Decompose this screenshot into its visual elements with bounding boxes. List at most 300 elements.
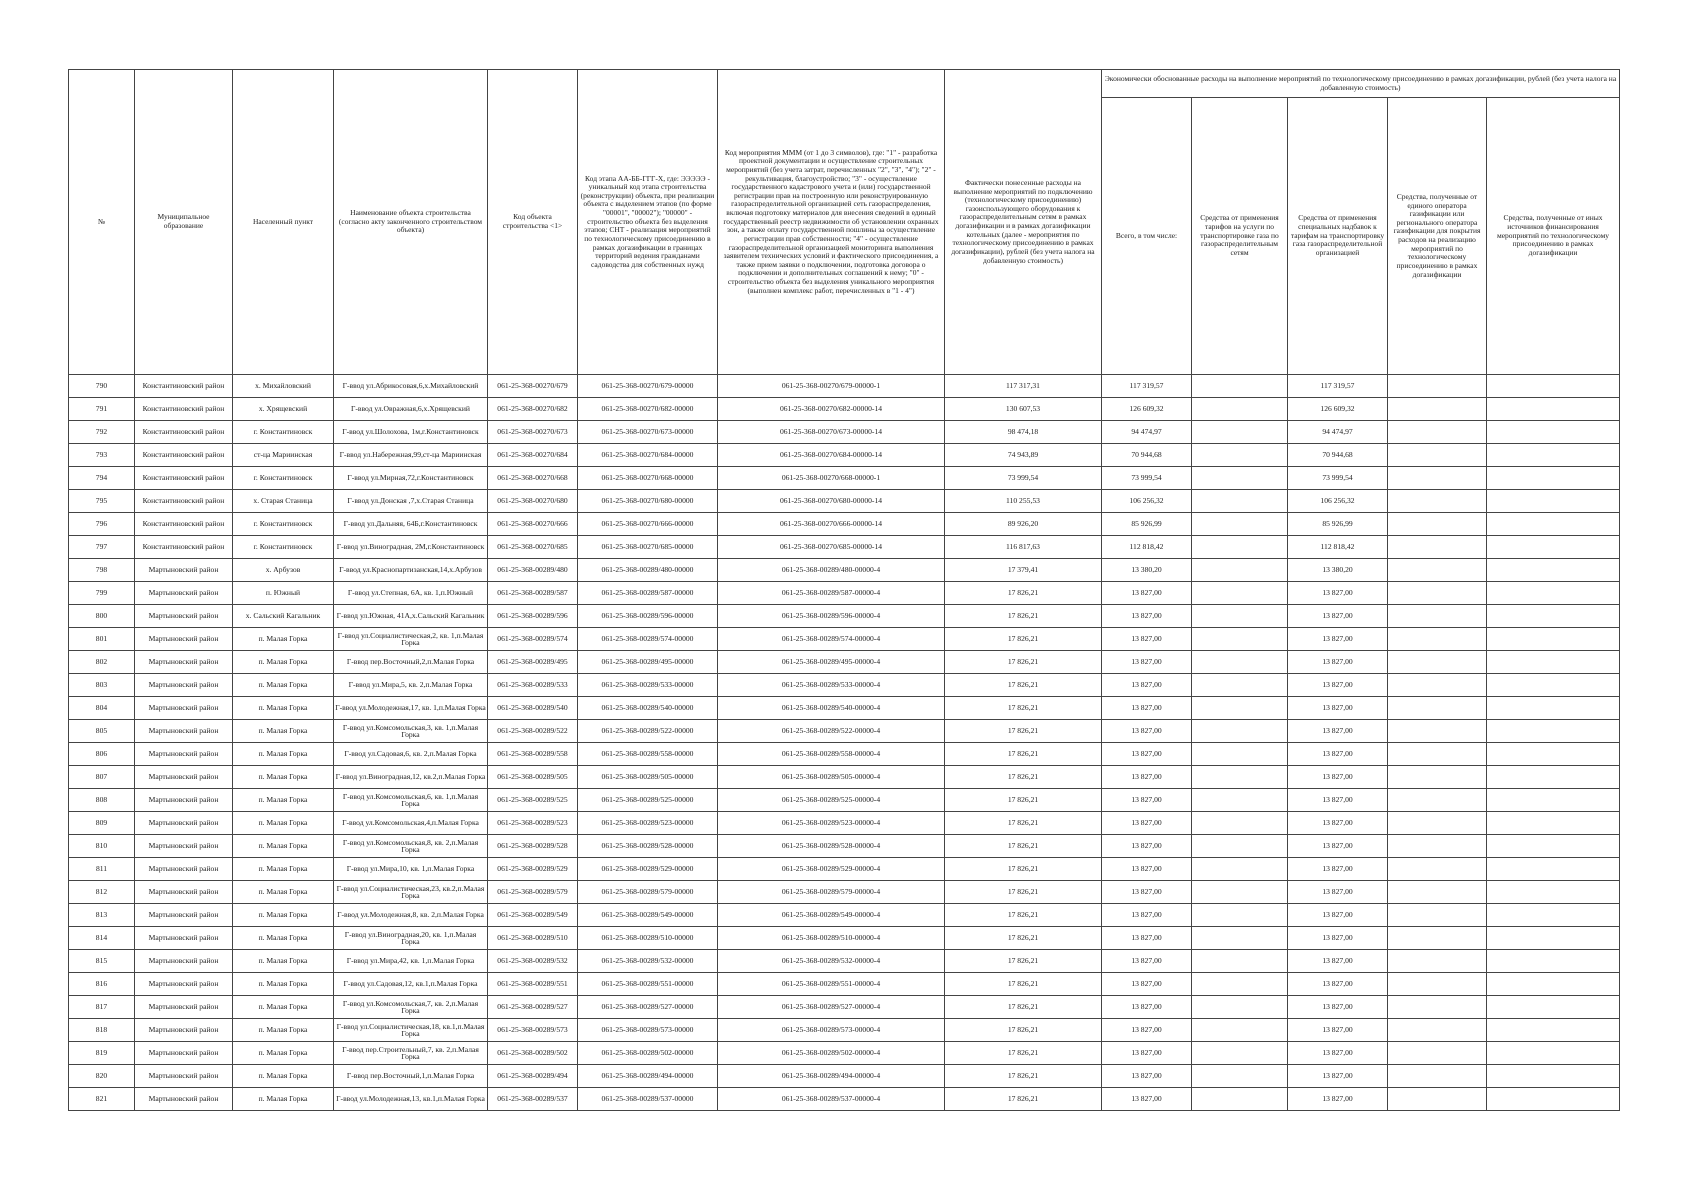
table-row <box>69 628 1620 651</box>
cell-num: 813 <box>69 904 135 927</box>
cell-object-name: Г-ввод пер.Восточный,2,п.Малая Горка <box>334 651 488 674</box>
cell-event-code: 061-25-368-00289/494-00000-4 <box>718 1065 945 1088</box>
cell-settlement: п. Малая Горка <box>233 858 334 881</box>
cell-special-markup: 13 827,00 <box>1288 1065 1388 1088</box>
cell-num: 818 <box>69 1019 135 1042</box>
cell-other-sources <box>1487 444 1620 467</box>
cell-actual-costs: 116 817,63 <box>945 536 1102 559</box>
table-row <box>69 467 1620 490</box>
header-object-code: Код объекта строительства <1> <box>488 70 578 375</box>
cell-stage-code: 061-25-368-00270/673-00000 <box>578 421 718 444</box>
cell-other-sources <box>1487 1019 1620 1042</box>
cell-other-sources <box>1487 835 1620 858</box>
cell-num: 805 <box>69 720 135 743</box>
cell-total: 13 827,00 <box>1102 1088 1192 1111</box>
cell-operator-funds <box>1388 628 1487 651</box>
cell-object-code: 061-25-368-00289/596 <box>488 605 578 628</box>
cell-other-sources <box>1487 1042 1620 1065</box>
cell-stage-code: 061-25-368-00289/551-00000 <box>578 973 718 996</box>
cell-tariff-transport <box>1192 927 1288 950</box>
table-row <box>69 858 1620 881</box>
table-row <box>69 582 1620 605</box>
cell-other-sources <box>1487 605 1620 628</box>
cell-special-markup: 13 827,00 <box>1288 766 1388 789</box>
cell-object-code: 061-25-368-00289/574 <box>488 628 578 651</box>
cell-object-code: 061-25-368-00270/679 <box>488 375 578 398</box>
cell-municipality: Мартыновский район <box>135 743 233 766</box>
cell-object-name: Г-ввод ул.Социалистическая,2, кв. 1,п.Малая Горка <box>334 628 488 651</box>
cell-stage-code: 061-25-368-00289/494-00000 <box>578 1065 718 1088</box>
cell-object-name: Г-ввод ул.Мирная,72,г.Константиновск <box>334 467 488 490</box>
cell-total: 70 944,68 <box>1102 444 1192 467</box>
cell-num: 814 <box>69 927 135 950</box>
cell-municipality: Мартыновский район <box>135 766 233 789</box>
cell-object-name: Г-ввод ул.Молодежная,17, кв. 1,п.Малая Горка <box>334 697 488 720</box>
cell-object-code: 061-25-368-00289/523 <box>488 812 578 835</box>
cell-tariff-transport <box>1192 766 1288 789</box>
cell-object-name: Г-ввод ул.Мира,42, кв. 1,п.Малая Горка <box>334 950 488 973</box>
cell-special-markup: 13 827,00 <box>1288 1088 1388 1111</box>
cell-object-name: Г-ввод ул.Краснопартизанская,14,х.Арбузов <box>334 559 488 582</box>
cell-total: 106 256,32 <box>1102 490 1192 513</box>
cell-stage-code: 061-25-368-00289/502-00000 <box>578 1042 718 1065</box>
cell-settlement: п. Малая Горка <box>233 1065 334 1088</box>
cell-event-code: 061-25-368-00289/558-00000-4 <box>718 743 945 766</box>
cell-settlement: п. Малая Горка <box>233 1019 334 1042</box>
cell-operator-funds <box>1388 651 1487 674</box>
cell-event-code: 061-25-368-00289/574-00000-4 <box>718 628 945 651</box>
cell-event-code: 061-25-368-00289/522-00000-4 <box>718 720 945 743</box>
cell-actual-costs: 17 826,21 <box>945 950 1102 973</box>
table-row <box>69 1065 1620 1088</box>
cell-municipality: Мартыновский район <box>135 927 233 950</box>
cell-special-markup: 117 319,57 <box>1288 375 1388 398</box>
cell-total: 13 827,00 <box>1102 1042 1192 1065</box>
cell-total: 112 818,42 <box>1102 536 1192 559</box>
cell-municipality: Мартыновский район <box>135 1088 233 1111</box>
cell-object-name: Г-ввод ул.Виноградная, 2М,г.Константиновск <box>334 536 488 559</box>
cell-event-code: 061-25-368-00289/523-00000-4 <box>718 812 945 835</box>
cell-event-code: 061-25-368-00289/525-00000-4 <box>718 789 945 812</box>
cell-operator-funds <box>1388 950 1487 973</box>
cell-stage-code: 061-25-368-00289/549-00000 <box>578 904 718 927</box>
cell-event-code: 061-25-368-00289/502-00000-4 <box>718 1042 945 1065</box>
cell-object-name: Г-ввод ул.Социалистическая,18, кв.1,п.Малая Горка <box>334 1019 488 1042</box>
table-row <box>69 1088 1620 1111</box>
cell-municipality: Константиновский район <box>135 536 233 559</box>
cell-operator-funds <box>1388 1042 1487 1065</box>
table-row <box>69 835 1620 858</box>
cell-object-name: Г-ввод ул.Комсомольская,7, кв. 2,п.Малая Горка <box>334 996 488 1019</box>
cell-event-code: 061-25-368-00289/510-00000-4 <box>718 927 945 950</box>
cell-other-sources <box>1487 743 1620 766</box>
cell-settlement: п. Малая Горка <box>233 720 334 743</box>
cell-actual-costs: 17 826,21 <box>945 927 1102 950</box>
cell-municipality: Мартыновский район <box>135 582 233 605</box>
cell-operator-funds <box>1388 490 1487 513</box>
cell-total: 94 474,97 <box>1102 421 1192 444</box>
cell-municipality: Мартыновский район <box>135 1065 233 1088</box>
cell-total: 13 827,00 <box>1102 996 1192 1019</box>
cell-num: 821 <box>69 1088 135 1111</box>
cell-object-code: 061-25-368-00289/522 <box>488 720 578 743</box>
table-row <box>69 674 1620 697</box>
cell-object-code: 061-25-368-00289/494 <box>488 1065 578 1088</box>
header-actual-costs: Фактически понесенные расходы на выполнение мероприятий по подключению (технологическому присоединению) газоиспользующего оборудования к газораспределительным сетям в рамках догазификации и в рамках догазификации котельных (далее - мероприятия по технологическому присоединению в рамках догазификации), рублей (без учета налога на добавленную стоимость) <box>945 70 1102 375</box>
cell-special-markup: 13 827,00 <box>1288 628 1388 651</box>
cell-operator-funds <box>1388 858 1487 881</box>
cell-municipality: Мартыновский район <box>135 812 233 835</box>
cell-event-code: 061-25-368-00289/596-00000-4 <box>718 605 945 628</box>
cell-tariff-transport <box>1192 1088 1288 1111</box>
cell-event-code: 061-25-368-00289/551-00000-4 <box>718 973 945 996</box>
cell-total: 13 827,00 <box>1102 1065 1192 1088</box>
cell-num: 809 <box>69 812 135 835</box>
cell-event-code: 061-25-368-00289/573-00000-4 <box>718 1019 945 1042</box>
cell-num: 808 <box>69 789 135 812</box>
cell-object-code: 061-25-368-00270/685 <box>488 536 578 559</box>
cell-settlement: п. Малая Горка <box>233 789 334 812</box>
cell-event-code: 061-25-368-00289/587-00000-4 <box>718 582 945 605</box>
cell-event-code: 061-25-368-00289/505-00000-4 <box>718 766 945 789</box>
cell-num: 815 <box>69 950 135 973</box>
cell-other-sources <box>1487 927 1620 950</box>
cell-num: 793 <box>69 444 135 467</box>
cell-other-sources <box>1487 1088 1620 1111</box>
cell-other-sources <box>1487 375 1620 398</box>
cell-settlement: п. Малая Горка <box>233 743 334 766</box>
cell-special-markup: 13 827,00 <box>1288 996 1388 1019</box>
cell-operator-funds <box>1388 996 1487 1019</box>
cell-municipality: Мартыновский район <box>135 789 233 812</box>
cell-total: 13 827,00 <box>1102 582 1192 605</box>
cell-event-code: 061-25-368-00270/680-00000-14 <box>718 490 945 513</box>
cell-operator-funds <box>1388 789 1487 812</box>
cell-event-code: 061-25-368-00289/540-00000-4 <box>718 697 945 720</box>
cell-special-markup: 13 827,00 <box>1288 835 1388 858</box>
cell-tariff-transport <box>1192 467 1288 490</box>
cell-municipality: Мартыновский район <box>135 881 233 904</box>
cell-special-markup: 13 827,00 <box>1288 881 1388 904</box>
cell-object-name: Г-ввод ул.Абрикосовая,6,х.Михайловский <box>334 375 488 398</box>
cell-settlement: г. Константиновск <box>233 513 334 536</box>
cell-actual-costs: 17 826,21 <box>945 973 1102 996</box>
cell-operator-funds <box>1388 812 1487 835</box>
cell-event-code: 061-25-368-00289/528-00000-4 <box>718 835 945 858</box>
cell-special-markup: 13 827,00 <box>1288 697 1388 720</box>
cell-operator-funds <box>1388 467 1487 490</box>
cell-actual-costs: 17 826,21 <box>945 904 1102 927</box>
cell-settlement: п. Малая Горка <box>233 651 334 674</box>
header-special-markup: Средства от применения специальных надбавок к тарифам на транспортировку газа газораспределительной организацией <box>1288 98 1388 375</box>
cell-total: 126 609,32 <box>1102 398 1192 421</box>
cell-stage-code: 061-25-368-00270/684-00000 <box>578 444 718 467</box>
cell-object-code: 061-25-368-00289/480 <box>488 559 578 582</box>
cell-municipality: Мартыновский район <box>135 835 233 858</box>
cell-tariff-transport <box>1192 559 1288 582</box>
cell-num: 807 <box>69 766 135 789</box>
cell-object-name: Г-ввод ул.Виноградная,20, кв. 1,п.Малая Горка <box>334 927 488 950</box>
cell-actual-costs: 17 826,21 <box>945 605 1102 628</box>
cell-total: 13 827,00 <box>1102 720 1192 743</box>
header-event-code: Код мероприятия МММ (от 1 до 3 символов), где: "1" - разработка проектной документации и осуществление строительных мероприятий (без учета затрат, перечисленных "2", "3", "4"); "2" - рекультивация, благоустройство; "3" - осуществление государственного кадастрового учета и (или) государственной регистрации прав на построенную или реконструированную газораспределительной организацией сеть газораспределения, включая подготовку материалов для внесения сведений в единый государственный реестр недвижимости об установлении охранных зон, а также оплату государственной пошлины за осуществление регистрации прав собственности; "4" - осуществление газораспределительной организацией мониторинга выполнения заявителем технических условий и фактического присоединения, а также прием заявки о подключении, подготовка договора о подключении и дополнительных соглашений к нему; "0" - строительство объекта без выделения уникального мероприятия (выполнен комплекс работ, перечисленных в "1 - 4") <box>718 70 945 375</box>
cell-object-code: 061-25-368-00289/502 <box>488 1042 578 1065</box>
cell-other-sources <box>1487 536 1620 559</box>
cell-total: 13 827,00 <box>1102 651 1192 674</box>
cell-settlement: х. Старая Станица <box>233 490 334 513</box>
table-row <box>69 812 1620 835</box>
cell-operator-funds <box>1388 1019 1487 1042</box>
cell-object-code: 061-25-368-00289/573 <box>488 1019 578 1042</box>
cell-object-code: 061-25-368-00289/495 <box>488 651 578 674</box>
cell-other-sources <box>1487 513 1620 536</box>
cell-special-markup: 85 926,99 <box>1288 513 1388 536</box>
cell-settlement: п. Малая Горка <box>233 812 334 835</box>
table-row <box>69 421 1620 444</box>
cell-object-code: 061-25-368-00270/682 <box>488 398 578 421</box>
cell-municipality: Мартыновский район <box>135 996 233 1019</box>
cell-other-sources <box>1487 490 1620 513</box>
cell-num: 804 <box>69 697 135 720</box>
cell-operator-funds <box>1388 1088 1487 1111</box>
cell-special-markup: 73 999,54 <box>1288 467 1388 490</box>
cell-operator-funds <box>1388 444 1487 467</box>
cell-settlement: х. Хрящевский <box>233 398 334 421</box>
cell-municipality: Константиновский район <box>135 375 233 398</box>
cell-settlement: г. Константиновск <box>233 467 334 490</box>
cell-stage-code: 061-25-368-00270/668-00000 <box>578 467 718 490</box>
cell-other-sources <box>1487 973 1620 996</box>
table-row <box>69 559 1620 582</box>
cell-num: 797 <box>69 536 135 559</box>
cell-num: 817 <box>69 996 135 1019</box>
cell-municipality: Мартыновский район <box>135 973 233 996</box>
cell-actual-costs: 17 826,21 <box>945 835 1102 858</box>
cell-municipality: Константиновский район <box>135 467 233 490</box>
cell-object-name: Г-ввод ул.Комсомольская,3, кв. 1,п.Малая Горка <box>334 720 488 743</box>
cell-total: 13 827,00 <box>1102 904 1192 927</box>
cell-special-markup: 13 827,00 <box>1288 789 1388 812</box>
cell-municipality: Мартыновский район <box>135 858 233 881</box>
cell-operator-funds <box>1388 835 1487 858</box>
cell-object-name: Г-ввод ул.Набережная,99,ст-ца Мариинская <box>334 444 488 467</box>
cell-operator-funds <box>1388 375 1487 398</box>
cell-total: 13 827,00 <box>1102 605 1192 628</box>
cell-actual-costs: 17 826,21 <box>945 1042 1102 1065</box>
cell-object-name: Г-ввод ул.Комсомольская,8, кв. 2,п.Малая Горка <box>334 835 488 858</box>
cell-operator-funds <box>1388 559 1487 582</box>
cell-stage-code: 061-25-368-00289/587-00000 <box>578 582 718 605</box>
cell-settlement: п. Малая Горка <box>233 697 334 720</box>
table-row <box>69 996 1620 1019</box>
header-other-sources: Средства, полученные от иных источников финансирования мероприятий по технологическому присоединению в рамках догазификации <box>1487 98 1620 375</box>
cell-num: 801 <box>69 628 135 651</box>
table-row <box>69 720 1620 743</box>
cell-object-name: Г-ввод ул.Комсомольская,6, кв. 1,п.Малая Горка <box>334 789 488 812</box>
cell-other-sources <box>1487 812 1620 835</box>
cell-event-code: 061-25-368-00289/533-00000-4 <box>718 674 945 697</box>
cell-stage-code: 061-25-368-00289/523-00000 <box>578 812 718 835</box>
cell-settlement: п. Малая Горка <box>233 927 334 950</box>
table-row <box>69 398 1620 421</box>
cell-total: 13 827,00 <box>1102 858 1192 881</box>
cell-num: 806 <box>69 743 135 766</box>
cell-operator-funds <box>1388 605 1487 628</box>
cell-stage-code: 061-25-368-00270/666-00000 <box>578 513 718 536</box>
cell-total: 13 827,00 <box>1102 950 1192 973</box>
cell-actual-costs: 17 826,21 <box>945 789 1102 812</box>
header-stage-code: Код этапа АА-ББ-ГГГ-Х, где: ЭЭЭЭЭ - уникальный код этапа строительства (реконструкции) объекта, при реализации объекта с выделением этапов (по форме "00001", "00002"); "00000" - строительство объекта без выделения этапов; СНТ - реализация мероприятий по технологическому присоединению в рамках догазификации в границах территорий ведения гражданами садоводства для собственных нужд <box>578 70 718 375</box>
table-row <box>69 536 1620 559</box>
header-municipality: Муниципальное образование <box>135 70 233 375</box>
cell-stage-code: 061-25-368-00289/528-00000 <box>578 835 718 858</box>
cell-num: 799 <box>69 582 135 605</box>
cell-special-markup: 13 827,00 <box>1288 858 1388 881</box>
cell-stage-code: 061-25-368-00289/579-00000 <box>578 881 718 904</box>
cell-actual-costs: 17 826,21 <box>945 858 1102 881</box>
cell-num: 802 <box>69 651 135 674</box>
cell-num: 794 <box>69 467 135 490</box>
cell-special-markup: 13 380,20 <box>1288 559 1388 582</box>
cell-settlement: п. Малая Горка <box>233 1042 334 1065</box>
table-row <box>69 651 1620 674</box>
cell-operator-funds <box>1388 881 1487 904</box>
cell-tariff-transport <box>1192 605 1288 628</box>
cell-object-name: Г-ввод ул.Садовая,12, кв.1,п.Малая Горка <box>334 973 488 996</box>
cell-event-code: 061-25-368-00270/685-00000-14 <box>718 536 945 559</box>
cell-event-code: 061-25-368-00270/668-00000-1 <box>718 467 945 490</box>
cell-object-name: Г-ввод ул.Социалистическая,23, кв.2,п.Малая Горка <box>334 881 488 904</box>
table-row <box>69 1042 1620 1065</box>
cell-stage-code: 061-25-368-00289/529-00000 <box>578 858 718 881</box>
cell-special-markup: 106 256,32 <box>1288 490 1388 513</box>
cell-municipality: Мартыновский район <box>135 605 233 628</box>
table-row <box>69 743 1620 766</box>
cell-event-code: 061-25-368-00270/682-00000-14 <box>718 398 945 421</box>
cell-settlement: г. Константиновск <box>233 536 334 559</box>
cell-object-code: 061-25-368-00289/579 <box>488 881 578 904</box>
cell-total: 85 926,99 <box>1102 513 1192 536</box>
cell-object-name: Г-ввод ул.Степная, 6А, кв. 1,п.Южный <box>334 582 488 605</box>
cell-event-code: 061-25-368-00289/537-00000-4 <box>718 1088 945 1111</box>
cell-actual-costs: 17 826,21 <box>945 766 1102 789</box>
cell-object-name: Г-ввод пер.Строительный,7, кв. 2,п.Малая Горка <box>334 1042 488 1065</box>
cell-event-code: 061-25-368-00289/495-00000-4 <box>718 651 945 674</box>
cell-settlement: х. Сальский Кагальник <box>233 605 334 628</box>
cell-other-sources <box>1487 398 1620 421</box>
cell-num: 798 <box>69 559 135 582</box>
header-operator-funds: Средства, полученные от единого оператора газификации или регионального оператора газификации для покрытия расходов на реализацию мероприятий по технологическому присоединению в рамках догазификации <box>1388 98 1487 375</box>
cell-other-sources <box>1487 421 1620 444</box>
cell-actual-costs: 110 255,53 <box>945 490 1102 513</box>
cell-tariff-transport <box>1192 375 1288 398</box>
cell-object-code: 061-25-368-00289/510 <box>488 927 578 950</box>
cell-total: 13 827,00 <box>1102 743 1192 766</box>
cell-special-markup: 13 827,00 <box>1288 651 1388 674</box>
header-object-name: Наименование объекта строительства (согласно акту законченного строительством объекта) <box>334 70 488 375</box>
cell-special-markup: 13 827,00 <box>1288 904 1388 927</box>
cell-object-name: Г-ввод ул.Южная, 41А,х.Сальский Кагальник <box>334 605 488 628</box>
cell-special-markup: 13 827,00 <box>1288 1019 1388 1042</box>
cell-total: 117 319,57 <box>1102 375 1192 398</box>
cell-settlement: п. Малая Горка <box>233 835 334 858</box>
cell-object-code: 061-25-368-00289/532 <box>488 950 578 973</box>
table-row <box>69 904 1620 927</box>
cell-object-code: 061-25-368-00289/533 <box>488 674 578 697</box>
cell-other-sources <box>1487 559 1620 582</box>
cell-object-name: Г-ввод ул.Виноградная,12, кв.2,п.Малая Горка <box>334 766 488 789</box>
cell-stage-code: 061-25-368-00289/537-00000 <box>578 1088 718 1111</box>
cell-tariff-transport <box>1192 789 1288 812</box>
cell-other-sources <box>1487 720 1620 743</box>
cell-operator-funds <box>1388 927 1487 950</box>
cell-other-sources <box>1487 904 1620 927</box>
cell-object-code: 061-25-368-00289/549 <box>488 904 578 927</box>
cell-stage-code: 061-25-368-00289/573-00000 <box>578 1019 718 1042</box>
cell-total: 13 827,00 <box>1102 697 1192 720</box>
cell-actual-costs: 17 826,21 <box>945 582 1102 605</box>
cell-actual-costs: 74 943,89 <box>945 444 1102 467</box>
cell-object-code: 061-25-368-00270/673 <box>488 421 578 444</box>
cell-actual-costs: 17 826,21 <box>945 881 1102 904</box>
cell-settlement: п. Малая Горка <box>233 950 334 973</box>
cell-tariff-transport <box>1192 513 1288 536</box>
cell-special-markup: 13 827,00 <box>1288 950 1388 973</box>
cell-object-name: Г-ввод ул.Донская ,7,х.Старая Станица <box>334 490 488 513</box>
cell-tariff-transport <box>1192 1019 1288 1042</box>
cell-total: 13 827,00 <box>1102 628 1192 651</box>
cell-settlement: п. Малая Горка <box>233 628 334 651</box>
cell-special-markup: 13 827,00 <box>1288 605 1388 628</box>
cell-num: 819 <box>69 1042 135 1065</box>
cell-num: 811 <box>69 858 135 881</box>
cell-other-sources <box>1487 582 1620 605</box>
cell-settlement: п. Малая Горка <box>233 973 334 996</box>
cell-object-name: Г-ввод ул.Садовая,6, кв. 2,п.Малая Горка <box>334 743 488 766</box>
cell-object-code: 061-25-368-00289/587 <box>488 582 578 605</box>
cell-num: 810 <box>69 835 135 858</box>
cell-stage-code: 061-25-368-00289/505-00000 <box>578 766 718 789</box>
cell-tariff-transport <box>1192 490 1288 513</box>
cell-stage-code: 061-25-368-00289/495-00000 <box>578 651 718 674</box>
cell-actual-costs: 98 474,18 <box>945 421 1102 444</box>
cell-actual-costs: 17 826,21 <box>945 743 1102 766</box>
cell-special-markup: 13 827,00 <box>1288 582 1388 605</box>
cell-tariff-transport <box>1192 674 1288 697</box>
cell-event-code: 061-25-368-00270/666-00000-14 <box>718 513 945 536</box>
cell-tariff-transport <box>1192 835 1288 858</box>
cell-operator-funds <box>1388 904 1487 927</box>
cell-actual-costs: 17 826,21 <box>945 697 1102 720</box>
cell-municipality: Константиновский район <box>135 444 233 467</box>
cell-event-code: 061-25-368-00270/679-00000-1 <box>718 375 945 398</box>
cell-other-sources <box>1487 697 1620 720</box>
cell-operator-funds <box>1388 582 1487 605</box>
header-economic-costs-group: Экономически обоснованные расходы на выполнение мероприятий по технологическому присоединению в рамках догазификации, рублей (без учета налога на добавленную стоимость) <box>1102 70 1620 98</box>
cell-event-code: 061-25-368-00289/529-00000-4 <box>718 858 945 881</box>
table-row <box>69 881 1620 904</box>
cell-stage-code: 061-25-368-00289/558-00000 <box>578 743 718 766</box>
cell-operator-funds <box>1388 513 1487 536</box>
cell-object-name: Г-ввод ул.Дальняя, 64Б,г.Константиновск <box>334 513 488 536</box>
cell-stage-code: 061-25-368-00289/480-00000 <box>578 559 718 582</box>
cell-tariff-transport <box>1192 858 1288 881</box>
cell-operator-funds <box>1388 697 1487 720</box>
cell-municipality: Мартыновский район <box>135 674 233 697</box>
cell-municipality: Мартыновский район <box>135 628 233 651</box>
cell-object-name: Г-ввод ул.Мира,10, кв. 1,п.Малая Горка <box>334 858 488 881</box>
cell-total: 13 827,00 <box>1102 927 1192 950</box>
